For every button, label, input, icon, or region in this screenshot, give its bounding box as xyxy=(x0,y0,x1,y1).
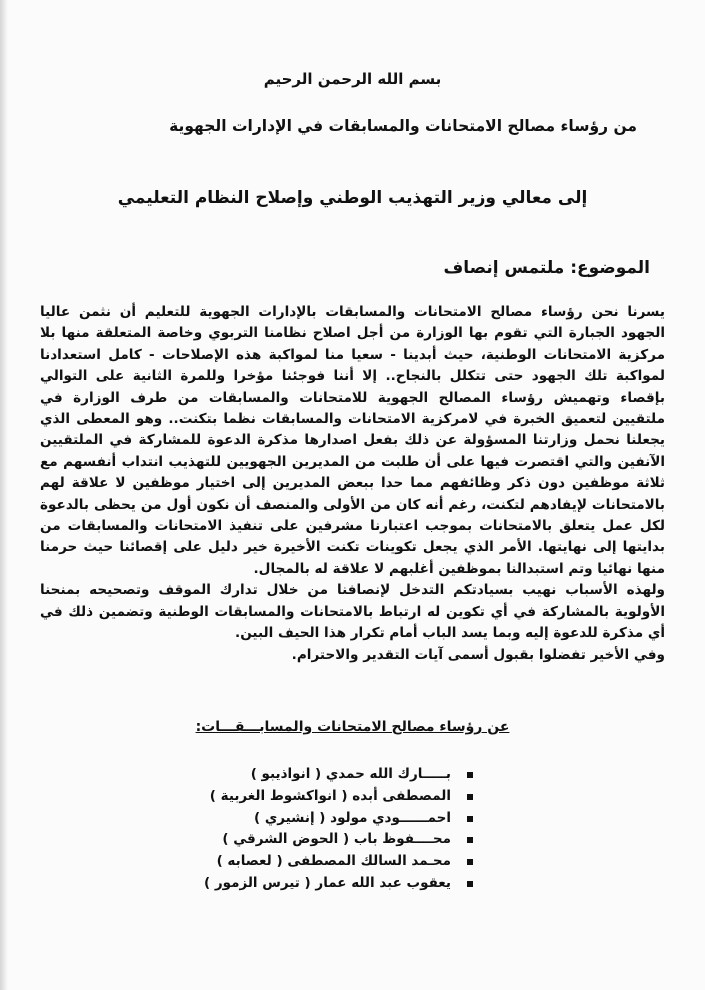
square-bullet-icon xyxy=(467,816,473,822)
signatory-name: بـــــارك الله حمدي ( انواذيبو ) xyxy=(250,766,451,782)
signatory-name: المصطفى أبده ( انواكشوط الغربية ) xyxy=(209,787,451,804)
square-bullet-icon xyxy=(467,881,473,887)
subject-line: الموضوع: ملتمس إنصاف xyxy=(443,258,650,278)
signatory-name: احمــــــودي مولود ( إنشيري ) xyxy=(254,809,451,826)
signatory-item xyxy=(195,873,475,895)
body-paragraph-request: ولهذه الأسباب نهيب بسيادتكم التدخل لإنصافنا من خلال تدارك الموقف وتصحيحه بمنحنا الأولوية بالمشاركة في أي تكوين له ارتباط بالامتحانات والمسابقات الوطنية وتضمين ذلك في أي مذكرة للدعوة إليه وبما يسد الباب أمام تكرار هذا الحيف البين. xyxy=(40,582,665,642)
body-paragraph-closing: وفي الأخير تفضلوا بقبول أسمى آيات التقدير والاحترام. xyxy=(291,646,665,663)
signatory-item xyxy=(195,764,475,786)
signatory-item xyxy=(195,829,475,851)
signatory-item xyxy=(195,808,475,830)
signatory-item xyxy=(195,786,475,808)
body-paragraph-main: يسرنا نحن رؤساء مصالح الامتحانات والمسابقات بالإدارات الجهوية للتعليم أن نثمن عاليا الجهود الجبارة التي تقوم بها الوزارة من أجل اصلاح نظامنا التربوي وخاصة المتعلقة منها بلا مركزية الامتحانات الوطنية، حيث أبدينا - سعيا منا لمواكبة هذه الإصلاحات - كامل استعدادنا لمواكبة تلك الجهود حتى تتكلل بالنجاح.. إلا أننا فوجئنا مؤخرا وللمرة الثانية على التوالي بإقصاء وتهميش رؤساء المصالح الجهوية للامتحانات والمسابقات من طرف الوزارة في ملتقيين لتعميق الخبرة في لامركزية الامتحانات والمسابقات نظما بتكنت.. وهو المعطى الذي يجعلنا نحمل وزارتنا المسؤولة عن ذلك بفعل اصدارها مذكرة الدعوة للمشاركة في الملتقيين الآنفين والتي اقتصرت فيها على أن طلبت من المديرين الجهويين للتهذيب انتداب أنفسهم مع ثلاثة موظفين دون ذكر وظائفهم مما حدا ببعض المديرين إلى اختيار موظفين لا علاقة لهم بالامتحانات لإيفادهم لتكنت، رغم أنه كان من الأولى والمنصف أن نكون أول من يحظى بالدعوة لكل عمل يتعلق بالامتحانات بموجب اعتبارنا مشرفين على تنفيذ الامتحانات والمسابقات من بدايتها إلى نهايتها. الأمر الذي يجعل تكوينات تكنت الأخيرة خير دليل على إقصائنا حيث حرمنا منها نهائيا وتم استبدالنا بموظفين أغلبهم لا علاقة له بالمجال. xyxy=(40,304,665,577)
signatory-name: يعقوب عبد الله عمار ( تيرس الزمور ) xyxy=(203,874,451,891)
page-edge-shadow xyxy=(0,0,8,990)
signatories-heading: عن رؤساء مصالح الامتحانات والمسابـــقـــات: xyxy=(195,719,510,735)
signatory-name: محــــفوظ باب ( الحوض الشرقي ) xyxy=(222,831,451,848)
recipient-line: إلى معالي وزير التهذيب الوطني وإصلاح النظام التعليمي xyxy=(117,188,588,208)
signatories-list xyxy=(195,764,475,895)
signatory-name: محـمد السالك المصطفى ( لعصابه ) xyxy=(216,853,451,870)
square-bullet-icon xyxy=(467,837,473,843)
sender-line: من رؤساء مصالح الامتحانات والمسابقات في الإدارات الجهوية xyxy=(169,117,637,135)
signatory-item xyxy=(195,851,475,873)
square-bullet-icon xyxy=(467,772,473,778)
square-bullet-icon xyxy=(467,794,473,800)
basmala-heading: بسم الله الرحمن الرحيم xyxy=(263,70,442,88)
letter-body xyxy=(40,302,665,666)
square-bullet-icon xyxy=(467,859,473,865)
